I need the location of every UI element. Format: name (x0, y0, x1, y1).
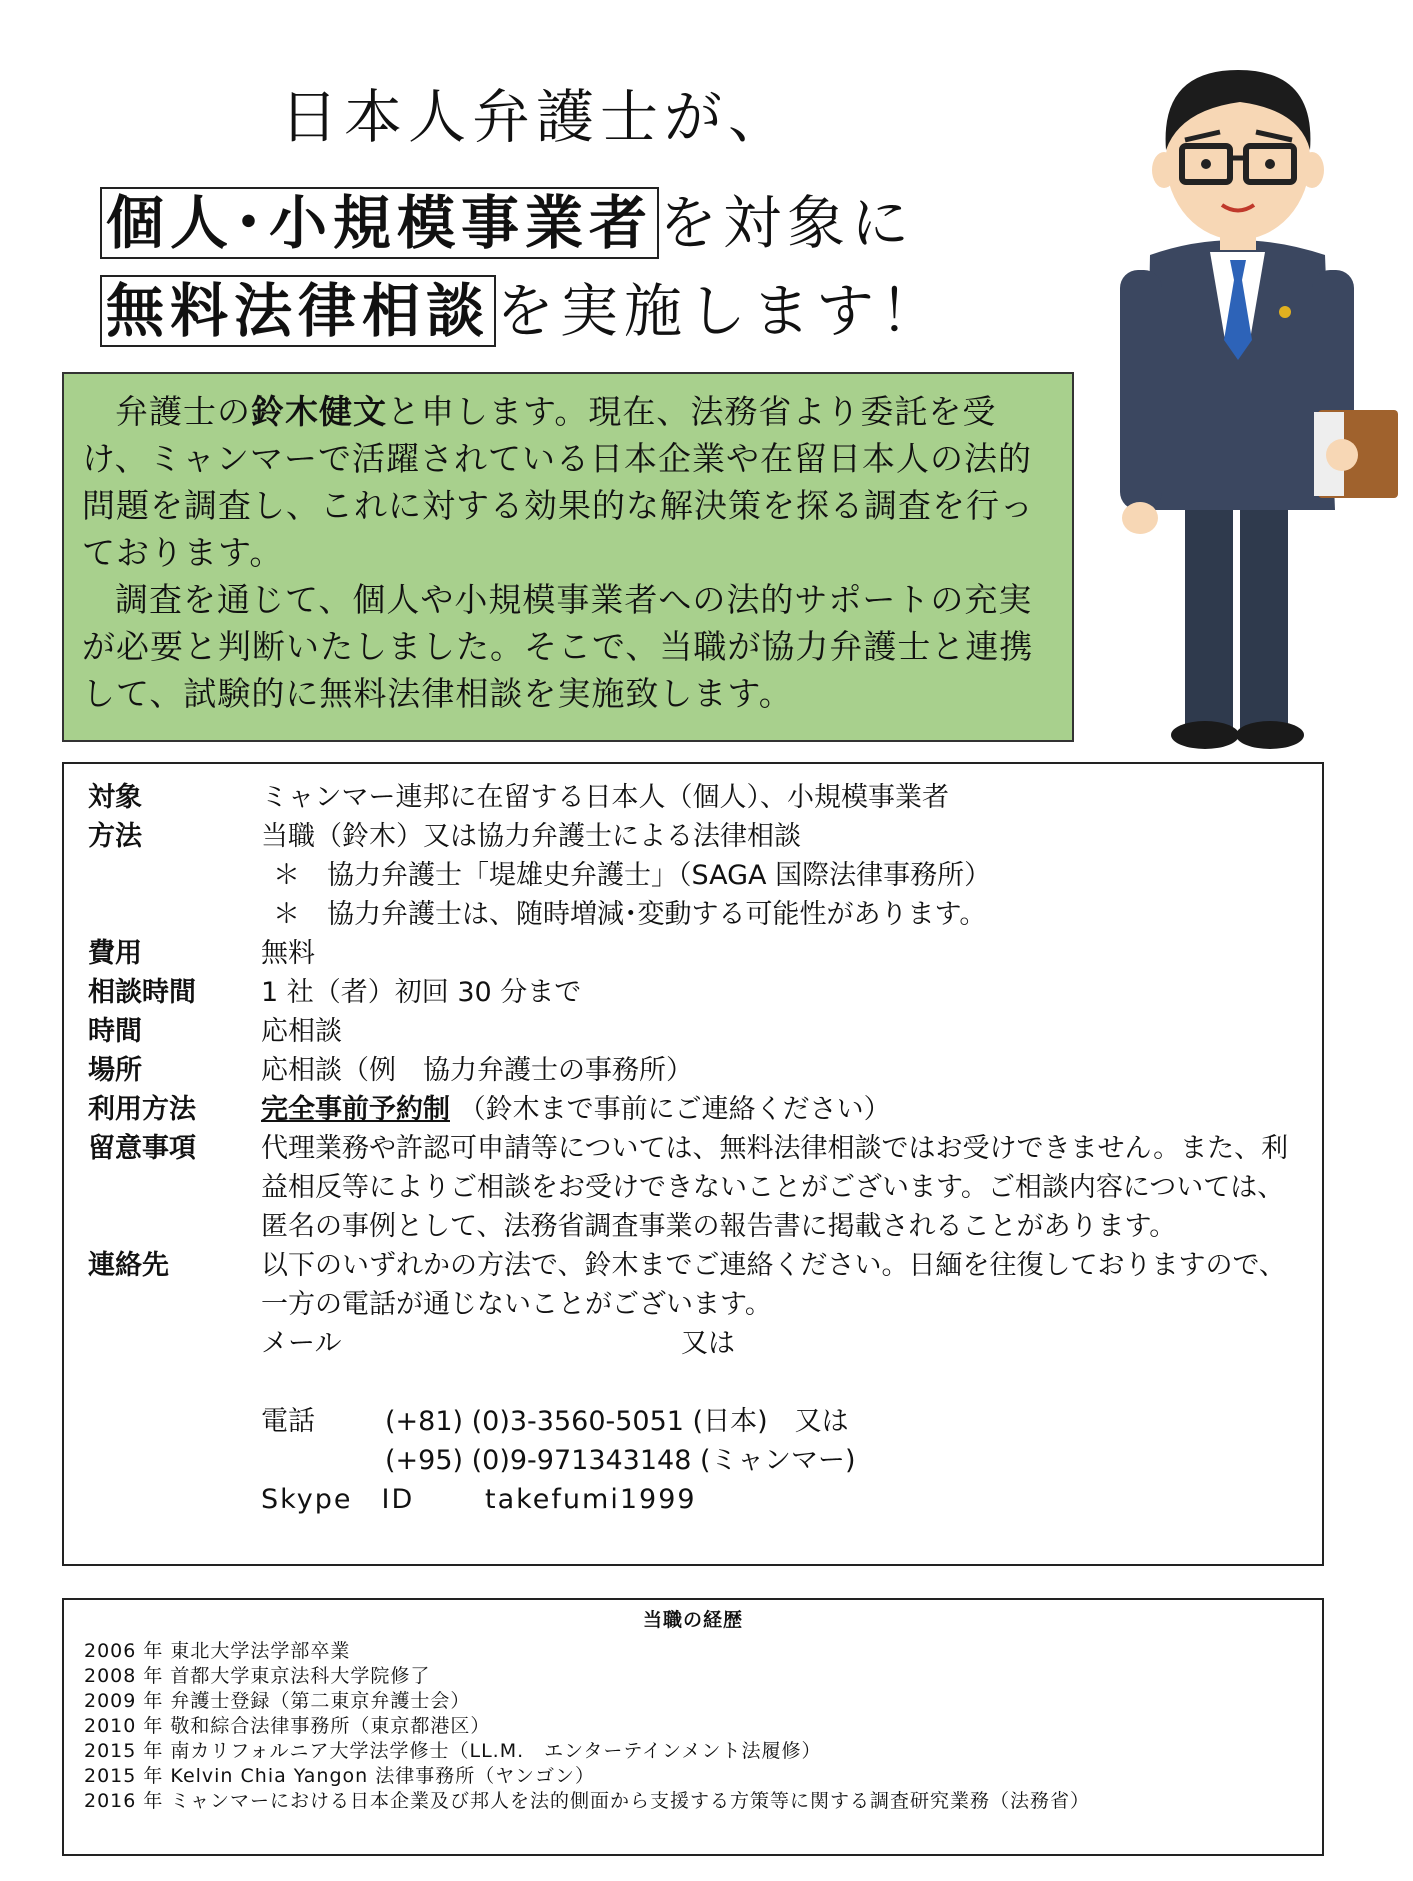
right-eye (1265, 159, 1275, 169)
label-usage: 利用方法 (88, 1094, 196, 1125)
headline-target-boxed: 個人･小規模事業者 (100, 187, 659, 259)
label-target: 対象 (88, 782, 142, 813)
row-place (88, 1051, 1298, 1090)
phone-label: 電話 (261, 1406, 315, 1437)
career-item: 2015 年 Kelvin Chia Yangon 法律事務所（ヤンゴン） (84, 1765, 596, 1787)
method-note-1: ＊ 協力弁護士「堤雄史弁護士」（SAGA 国際法律事務所） (273, 860, 992, 891)
row-usage (88, 1090, 1298, 1129)
lawyer-name: 鈴木健文 (251, 392, 387, 431)
left-eye (1201, 159, 1211, 169)
consultation-details (62, 762, 1324, 1566)
career-box (62, 1598, 1324, 1856)
value-target: ミャンマー連邦に在留する日本人（個人）、小規模事業者 (261, 782, 949, 813)
headline-line2-rest: を対象に (659, 189, 916, 257)
right-shoe (1236, 721, 1304, 749)
label-fee: 費用 (88, 938, 142, 969)
value-duration: 1 社（者）初回 30 分まで (261, 977, 582, 1008)
career-item: 2009 年 弁護士登録（第二東京弁護士会） (84, 1690, 471, 1712)
skype-label: Skype ID (261, 1484, 415, 1515)
label-method: 方法 (88, 821, 142, 852)
method-note-2: ＊ 協力弁護士は、随時増減･変動する可能性があります。 (273, 899, 987, 930)
value-usage (261, 1090, 1298, 1129)
career-item: 2016 年 ミャンマーにおける日本企業及び邦人を法的側面から支援する方策等に関する調査研究業務（法務省） (84, 1790, 1091, 1812)
row-duration (88, 973, 1298, 1012)
left-arm (1120, 270, 1162, 510)
value-method (261, 817, 1298, 934)
intro-paragraph-1 (82, 388, 1054, 576)
left-leg (1185, 480, 1233, 730)
row-method (88, 817, 1298, 934)
label-place: 場所 (88, 1055, 142, 1086)
row-notes (88, 1129, 1298, 1246)
intro-paragraph-2: 調査を通じて、個人や小規模事業者への法的サポートの充実が必要と判断いたしました。そこで、当職が協力弁護士と連携して、試験的に無料法律相談を実施致します。 (82, 580, 1034, 713)
method-text: 当職（鈴木）又は協力弁護士による法律相談 (261, 821, 801, 852)
phone-myanmar[interactable]: (+95) (0)9-971343148 (ミャンマー) (385, 1445, 856, 1476)
value-time: 応相談 (261, 1016, 342, 1047)
contact-mail-row (261, 1324, 1298, 1363)
headline-line1: 日本人弁護士が、 (280, 83, 793, 151)
career-item: 2006 年 東北大学法学部卒業 (84, 1640, 351, 1662)
row-target (88, 778, 1298, 817)
career-title: 当職の経歴 (642, 1609, 743, 1631)
label-contact: 連絡先 (88, 1250, 169, 1281)
career-item: 2015 年 南カリフォルニア大学法学修士（LL.M. エンターテインメント法履修） (84, 1740, 822, 1762)
intro-p1-pre: 弁護士の (115, 392, 251, 431)
label-time: 時間 (88, 1016, 142, 1047)
usage-rest: （鈴木まで事前にご連絡ください） (458, 1094, 891, 1125)
skype-id[interactable]: takefumi1999 (485, 1484, 697, 1515)
contact-phone-row-1 (261, 1402, 1298, 1441)
row-fee (88, 934, 1298, 973)
headline-line3-rest: を実施します！ (496, 277, 945, 345)
headline-line3 (100, 264, 944, 348)
headline-service-boxed: 無料法律相談 (100, 275, 496, 347)
contact-skype-row (261, 1480, 1298, 1519)
value-place: 応相談（例 協力弁護士の事務所） (261, 1055, 693, 1086)
value-fee: 無料 (261, 938, 315, 969)
label-duration: 相談時間 (88, 977, 196, 1008)
row-contact (88, 1246, 1298, 1519)
intro-p1-post: と申します。現在、法務省より委託を受け、ミャンマーで活躍されている日本企業や在留日本人の法的問題を調査し、これに対する効果的な解決策を探る調査を行っております。 (82, 392, 1034, 572)
headline-line2 (100, 176, 915, 260)
left-shoe (1171, 721, 1239, 749)
contact-text: 以下のいずれかの方法で、鈴木までご連絡ください。日緬を往復しておりますので、一方の電話が通じないことがございます。 (261, 1250, 1286, 1320)
right-ear (1300, 152, 1324, 188)
usage-reservation-only: 完全事前予約制 (261, 1094, 450, 1125)
mail-label: メール (261, 1328, 342, 1359)
career-item: 2010 年 敬和綜合法律事務所（東京都港区） (84, 1715, 491, 1737)
lawyer-badge (1279, 306, 1291, 318)
left-ear (1152, 152, 1176, 188)
mail-or: 又は (681, 1328, 735, 1359)
intro-box (62, 372, 1074, 742)
right-hand (1326, 439, 1358, 471)
contact-phone-row-2 (261, 1441, 1298, 1480)
lawyer-illustration (1080, 40, 1400, 760)
phone-japan[interactable]: (+81) (0)3-3560-5051 (日本) 又は (385, 1406, 849, 1437)
value-notes: 代理業務や許認可申請等については、無料法律相談ではお受けできません。また、利益相反等によりご相談をお受けできないことがございます。ご相談内容については、匿名の事例として、法務省調査事業の報告書に掲載されることがあります。 (261, 1133, 1289, 1242)
right-leg (1240, 480, 1288, 730)
row-time (88, 1012, 1298, 1051)
left-hand (1122, 502, 1158, 534)
label-notes: 留意事項 (88, 1133, 196, 1164)
career-item: 2008 年 首都大学東京法科大学院修了 (84, 1665, 431, 1687)
value-contact (261, 1246, 1298, 1519)
